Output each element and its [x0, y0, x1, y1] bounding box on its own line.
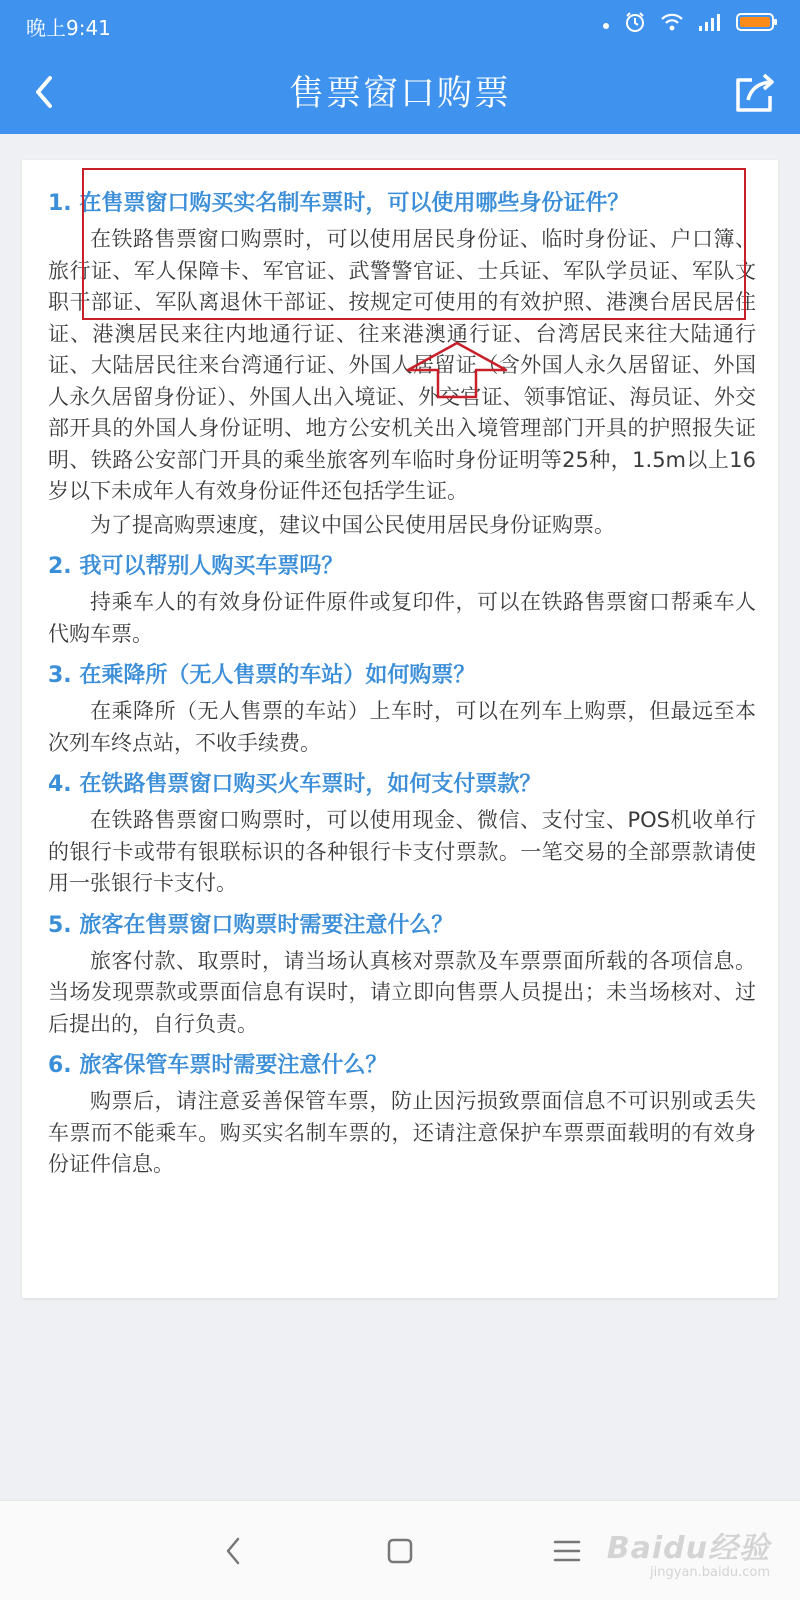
- faq-question-4: 4. 在铁路售票窗口购买火车票时，如何支付票款？: [48, 772, 542, 797]
- share-button[interactable]: [730, 68, 782, 118]
- faq-question-6: 6. 旅客保管车票时需要注意什么？: [48, 1053, 388, 1078]
- status-time: 晚上9:41: [26, 16, 111, 40]
- page-title: 售票窗口购票: [288, 74, 511, 114]
- nav-back-icon: [212, 1529, 256, 1573]
- nav-home-icon: [378, 1529, 422, 1573]
- nav-home-button[interactable]: [378, 1529, 422, 1573]
- faq-answer-1: 在铁路售票窗口购票时，可以使用居民身份证、临时身份证、户口簿、旅行证、军人保障卡、军官证、武警警官证、士兵证、军队学员证、军队文职干部证、军队离退休干部证、按规定可使用的有效护照、港澳台居民居住证、港澳居民来往内地通行证、往来港澳通行证、台湾居民来往大陆通行证、大陆居民往来台湾通行证、外国人居留证（含外国人永久居留证、外国人永久居留身份证）、外国人出入境证、外交官证、领事馆证、海员证、外交部开具的外国人身份证明、地方公安机关出入境管理部门开具的护照报失证明、铁路公安部门开具的乘坐旅客列车临时身份证明等25种，1.5m以上16岁以下未成年人有效身份证件还包括学生证。: [48, 227, 756, 503]
- faq-answer-2: 持乘车人的有效身份证件原件或复印件，可以在铁路售票窗口帮乘车人代购车票。: [48, 590, 756, 646]
- signal-icon: [698, 12, 722, 36]
- watermark-url: jingyan.baidu.com: [650, 1565, 770, 1580]
- faq-answer-3: 在乘降所（无人售票的车站）上车时，可以在列车上购票，但最远至本次列车终点站，不收手续费。: [48, 699, 756, 755]
- alarm-icon: [624, 11, 646, 37]
- faq-answer-1-note: 为了提高购票速度，建议中国公民使用居民身份证购票。: [90, 512, 615, 537]
- faq-question-1: 1. 在售票窗口购买实名制车票时，可以使用哪些身份证件？: [48, 191, 630, 216]
- app-header: [0, 48, 800, 134]
- system-nav-bar: [0, 1500, 800, 1600]
- faq-card: [22, 160, 778, 1298]
- back-button[interactable]: [24, 68, 72, 116]
- faq-answer-5: 旅客付款、取票时，请当场认真核对票款及车票票面所载的各项信息。当场发现票款或票面信息有误时，请立即向售票人员提出；未当场核对、过后提出的，自行负责。: [48, 948, 756, 1036]
- nav-back-button[interactable]: [212, 1529, 256, 1573]
- wifi-icon: [660, 12, 684, 36]
- status-bar: [0, 0, 800, 48]
- dot-indicator-icon: [602, 15, 610, 34]
- baidu-jingyan-watermark: [607, 1523, 770, 1580]
- faq-question-5: 5. 旅客在售票窗口购票时需要注意什么？: [48, 912, 454, 938]
- faq-answer-4: 在铁路售票窗口购票时，可以使用现金、微信、支付宝、POS机收单行的银行卡或带有银联标识的各种银行卡支付票款。一笔交易的全部票款请使用一张银行卡支付。: [48, 808, 756, 895]
- faq-question-3: 3. 在乘降所（无人售票的车站）如何购票？: [48, 663, 476, 688]
- back-arrow-icon: [24, 68, 72, 116]
- faq-content: [48, 186, 756, 1181]
- battery-icon: [736, 12, 778, 36]
- share-icon: [730, 68, 782, 118]
- nav-menu-button[interactable]: [545, 1529, 589, 1573]
- status-icons: [602, 12, 778, 36]
- faq-question-2: 2. 我可以帮别人购买车票吗？: [48, 554, 344, 579]
- watermark-logo: Baidu经验: [606, 1531, 770, 1566]
- nav-menu-icon: [545, 1529, 589, 1573]
- faq-answer-6: 购票后，请注意妥善保管车票，防止因污损致票面信息不可识别或丢失车票而不能乘车。购买实名制车票的，还请注意保护车票票面载明的有效身份证件信息。: [48, 1089, 756, 1176]
